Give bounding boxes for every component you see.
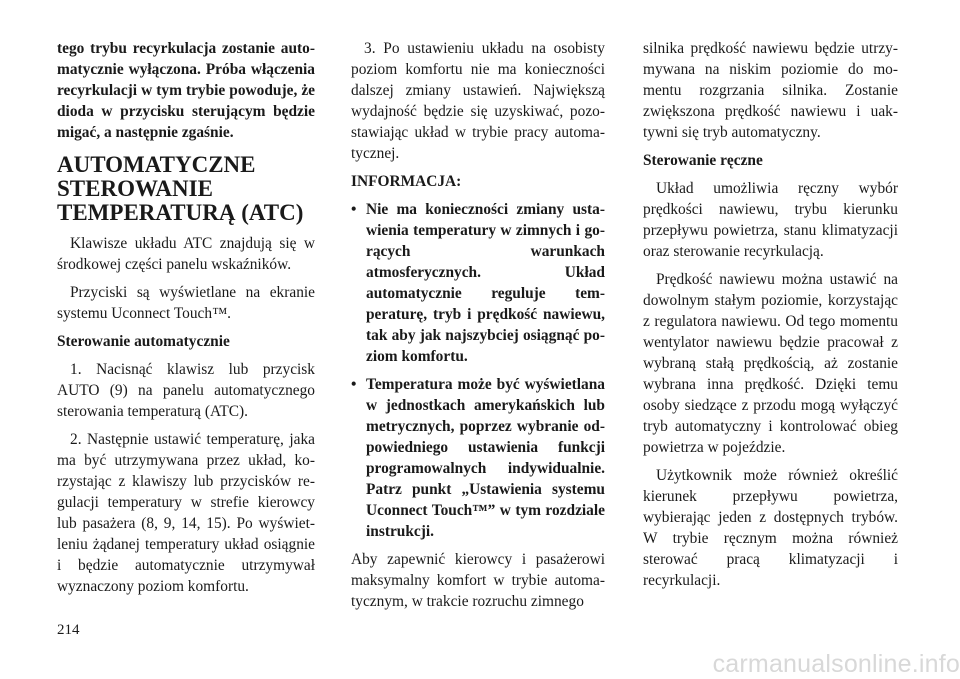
info-label: INFORMACJA: [351,173,462,190]
section-heading: AUTOMATYCZNE STEROWANIE TEMPERATURĄ (ATC) [57,152,304,225]
column-middle [351,38,605,619]
watermark: carmanualsonline.info [712,650,960,678]
info-bullet-item: • Temperatura może być wyświetlana w jednostkach amerykańskich lub metrycznych, poprzez wybranie odpowiedniego ustawienia funkcji programowalnych indywidualnie. Patrz punkt „Ustawienia systemu Uconnect Touch™” w tym rozdziale instrukcji. [351,374,605,542]
column-left [57,38,315,604]
paragraph-manual-select: Układ umożliwia ręczny wybór prędkości nawiewu, trybu kierunku przepływu powietrza, stanu klimatyzacji oraz sterowanie recyrkulacją. [643,180,898,260]
paragraph-cold-start-cont: silnika prędkość nawiewu będzie utrzymywana na niskim poziomie do momentu rozgrzania silnika. Zostanie zwiększona prędkość nawiewu i uaktywni się tryb automatyczny. [643,40,898,141]
subheading-manual: Sterowanie ręczne [643,152,763,169]
subheading-automatic: Sterowanie automatycznie [57,333,230,350]
paragraph-airflow-mode: Użytkownik może również określić kierunek przepływu powietrza, wybierając jeden z dostępnych trybów. W trybie ręcznym można również sterować pracą klimatyzacji i recyrkulacji. [643,467,898,589]
info-bullet-item: • Nie ma konieczności zmiany ustawienia temperatury w zimnych i gorących warunkach atmosferycznych. Układ automatycznie reguluje temperaturę, tryb i prędkość nawiewu, tak aby jak najszybciej osiągnąć poziom komfortu. [351,199,605,367]
paragraph-buttons-display: Przyciski są wyświetlane na ekranie systemu Uconnect Touch™. [57,284,315,322]
paragraph-atc-keys: Klawisze układu ATC znajdują się w środkowej części panelu wskaźników. [57,235,315,273]
info-bullets [351,199,605,542]
column-right [643,38,898,598]
page-number: 214 [57,622,80,638]
step-3: 3. Po ustawieniu układu na osobisty poziom komfortu nie ma konieczności dalszej zmiany ustawień. Największą wydajność będzie się uzyskiwać, pozostawiając układ w trybie pracy automatycznej. [351,40,605,162]
step-1: 1. Nacisnąć klawisz lub przycisk AUTO (9) na panelu automatycznego sterowania temperaturą (ATC). [57,361,315,420]
step-2: 2. Następnie ustawić temperaturę, jaka ma być utrzymywana przez układ, korzystając z klawiszy lub przycisków regulacji temperatury w strefie kierowcy lub pasażera (8, 9, 14, 15). Po wyświetleniu żądanej temperatury układ osiągnie i będzie automatycznie utrzymywał wyznaczony poziom komfortu. [57,431,315,595]
paragraph-fan-speed: Prędkość nawiewu można ustawić na dowolnym stałym poziomie, korzystając z regulatora nawiewu. Od tego momentu wentylator nawiewu będzie pracował z wybraną stałą prędkością, aż zostanie wybrana inna prędkość. Dzięki temu osoby siedzące z przodu mogą wyłączyć tryb automatyczny i kontrolować obieg powietrza w pojeździe. [643,271,898,456]
intro-paragraph: tego trybu recyrkulacja zostanie automatycznie wyłączona. Próba włączenia recyrkulacji w tym trybie powoduje, że dioda w przycisku sterującym będzie migać, a następnie zgaśnie. [57,40,315,141]
paragraph-cold-start: Aby zapewnić kierowcy i pasażerowi maksymalny komfort w trybie automatycznym, w trakcie rozruchu zimnego [351,551,605,610]
